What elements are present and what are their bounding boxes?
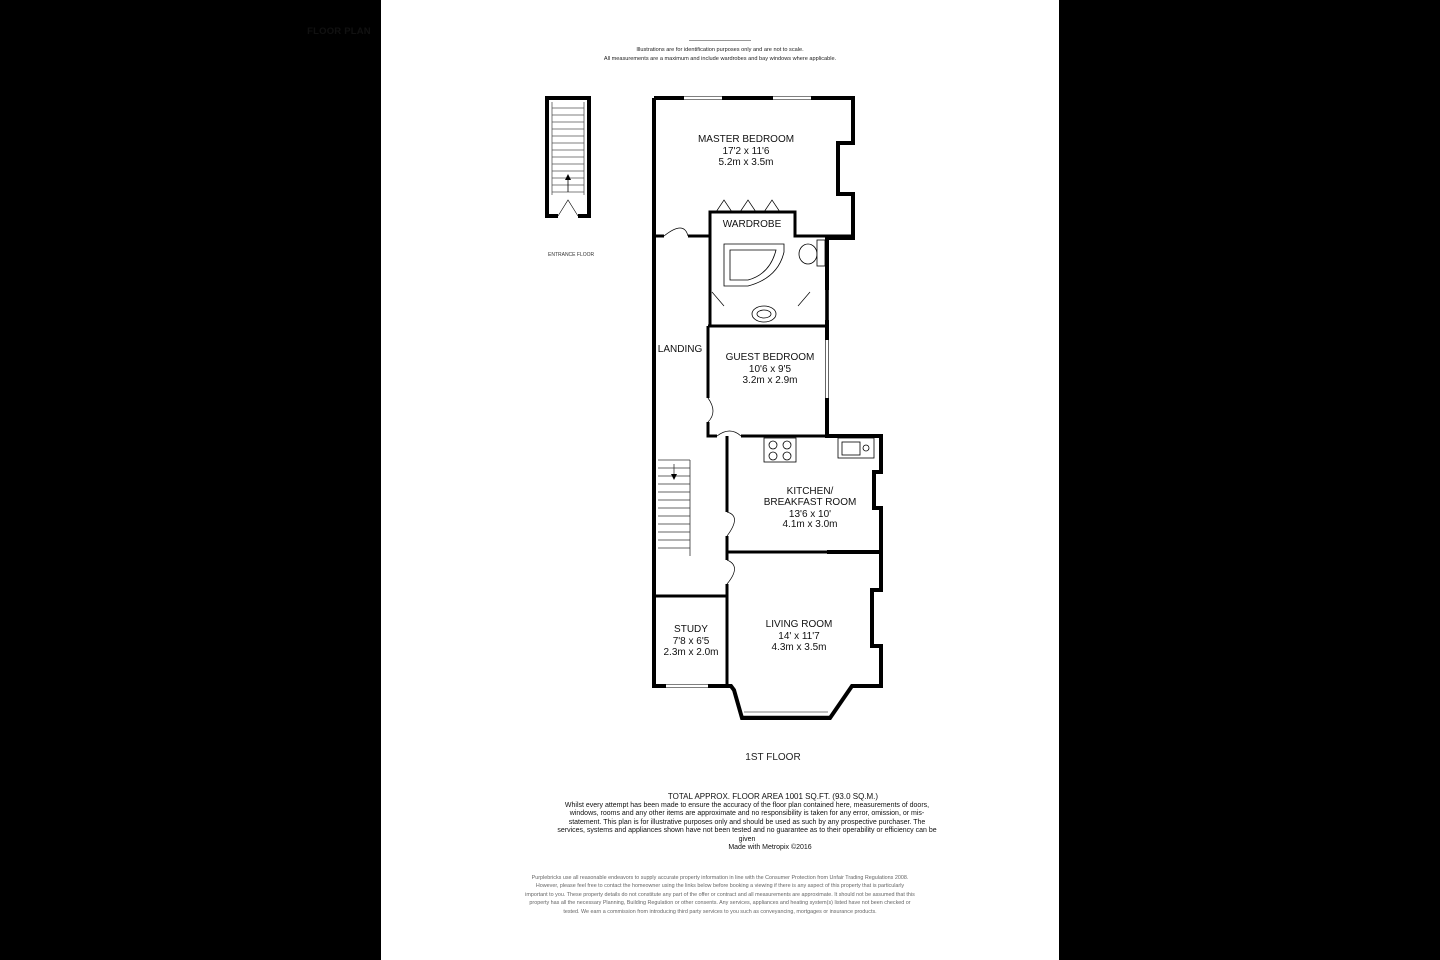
landing-name: LANDING [657, 344, 703, 355]
living-room-metric: 4.3m x 3.5m [771, 642, 827, 653]
page-title: FLOOR PLAN [307, 26, 371, 37]
subtitle-line-2: All measurements are a maximum and include wardrobes and bay windows where applicable. [603, 56, 837, 62]
total-floor-area: TOTAL APPROX. FLOOR AREA 1001 SQ.FT. (93.0 SQ.M.) [667, 792, 879, 801]
kitchen-fixtures [764, 438, 874, 462]
disclaimer-text: Whilst every attempt has been made to ensure the accuracy of the floor plan contained here, measurements of doors, windows, rooms and any other items are approximate and no responsibility is taken for any error, omission, or mis-statement. This plan is for illustrative purposes only and should be used as such by any prospective purchaser. The services, systems and appliances shown have not been tested and no guarantee as to their operability or efficiency can be given [557, 802, 937, 843]
study-imperial: 7'8 x 6'5 [672, 636, 710, 647]
living-room-imperial: 14' x 11'7 [778, 631, 820, 642]
study-name: STUDY [674, 624, 708, 635]
master-bedroom-imperial: 17'2 x 11'6 [722, 146, 770, 157]
kitchen-name-line-2: BREAKFAST ROOM [763, 497, 857, 508]
entrance-stair [547, 98, 589, 218]
subtitle-line-1: Illustrations are for identification purposes only and are not to scale. [636, 47, 804, 53]
floor-name: 1ST FLOOR [745, 752, 801, 763]
guest-bedroom-imperial: 10'6 x 9'5 [748, 364, 792, 375]
kitchen-imperial: 13'6 x 10' [788, 509, 832, 520]
master-bedroom-metric: 5.2m x 3.5m [718, 157, 774, 168]
master-bedroom-name: MASTER BEDROOM [697, 134, 795, 145]
stair-arrow-icon [671, 474, 677, 480]
study-metric: 2.3m x 2.0m [663, 647, 719, 658]
living-room-name: LIVING ROOM [765, 619, 833, 630]
guest-bedroom-name: GUEST BEDROOM [725, 352, 815, 363]
footer-legal-text: Purplebricks use all reasonable endeavors to supply accurate property information in line with the Consumer Protection from Unfair Trading Regulations 2008. However, please feel free to contact the homeowner using the links below before booking a viewing if there is any aspect of this property that is particularly important to you. These property details do not constitute any part of the offer or contract and all measurements are approximate. It should not be assumed that this property has all the necessary Planning, Building Regulation or other consents. Any services, appliances and heating system(s) listed have not been checked or tested. We earn a commission from introducing third party services to you such as conveyancing, mortgages or insurance products. [525, 875, 915, 915]
wardrobe-name: WARDROBE [722, 219, 782, 230]
bathroom-fixtures [724, 240, 825, 322]
entrance-floor-label: ENTRANCE FLOOR [548, 252, 595, 258]
kitchen-metric: 4.1m x 3.0m [782, 519, 838, 530]
made-with-credit: Made with Metropix ©2016 [728, 844, 812, 851]
kitchen-name-line-1: KITCHEN/ [786, 486, 834, 497]
guest-bedroom-metric: 3.2m x 2.9m [742, 375, 798, 386]
